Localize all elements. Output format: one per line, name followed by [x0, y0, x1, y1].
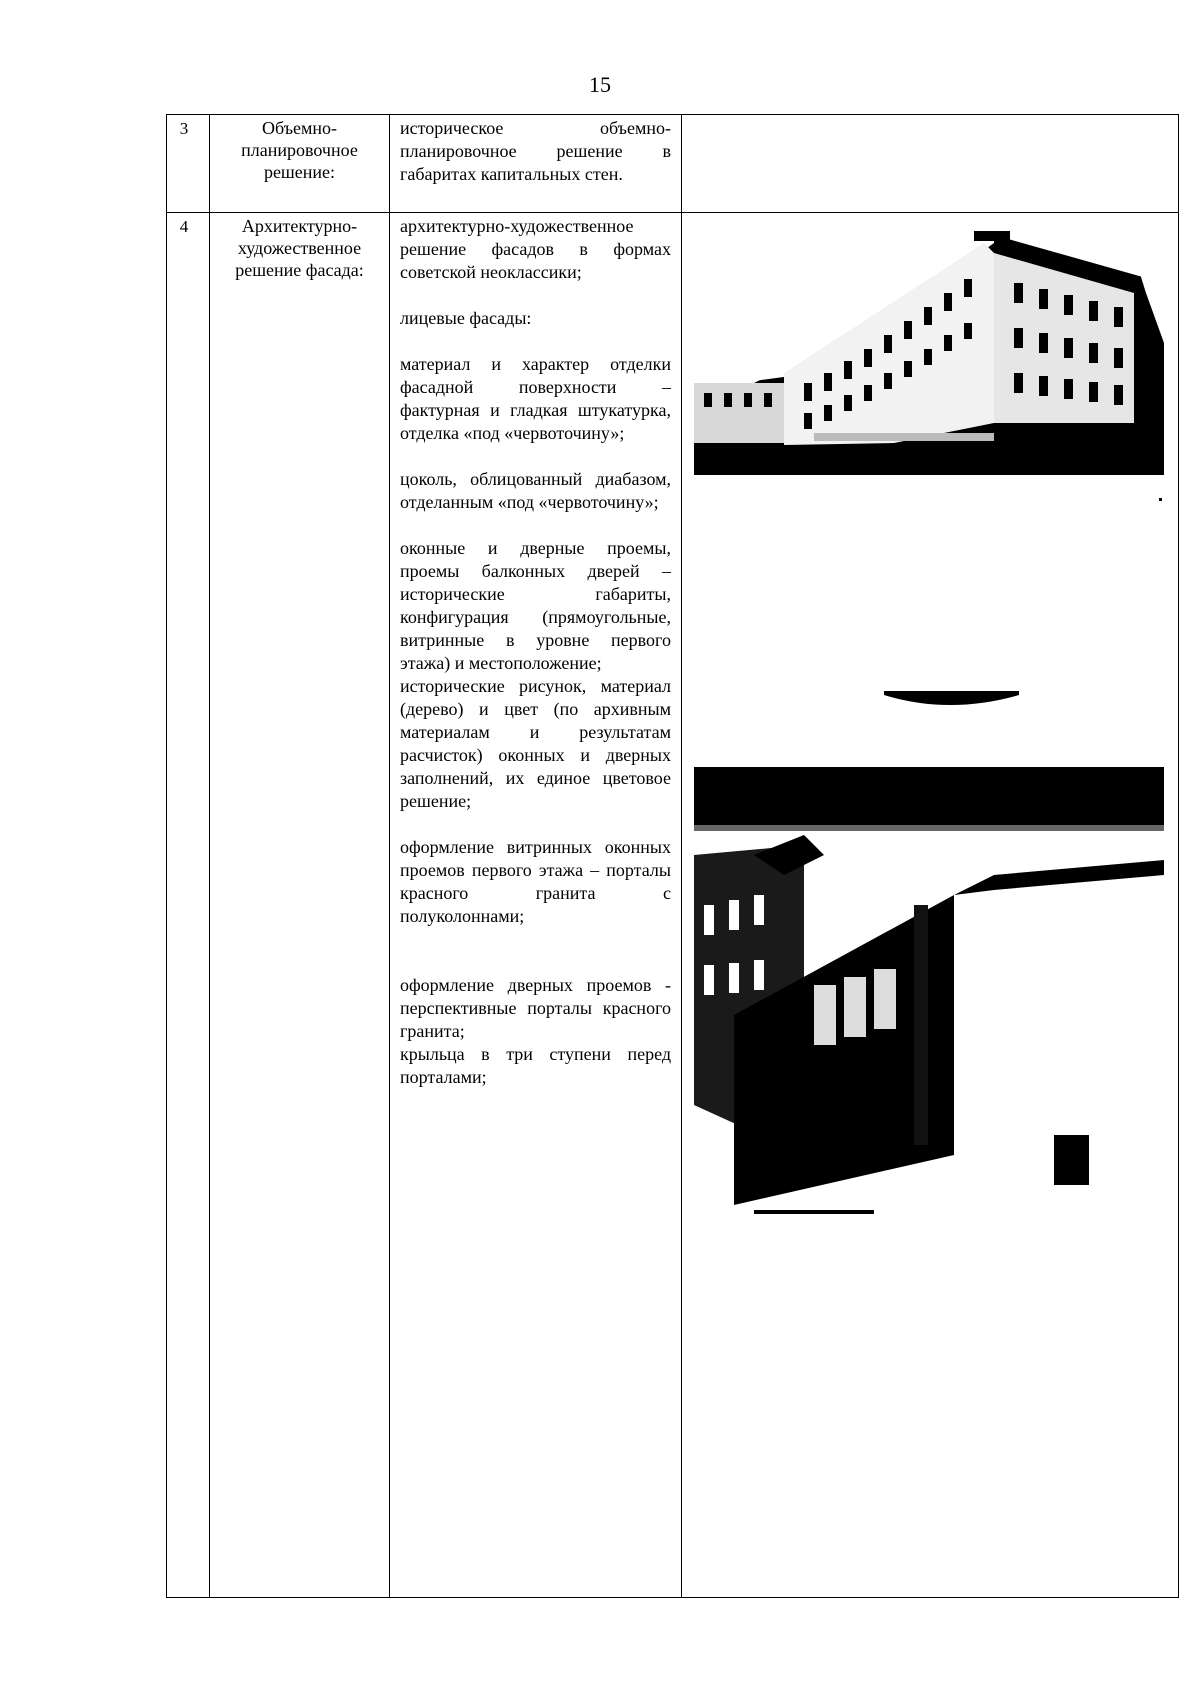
- row-image-cell: [682, 213, 1179, 1598]
- row-description: [390, 213, 681, 1089]
- description-paragraph: оформление витринных оконных проемов первого этажа – порталы красного гранита с полуколоннами;: [400, 837, 671, 926]
- row-label: Архитектурно-художественное решение фасада:: [235, 216, 364, 280]
- description-paragraph: крыльца в три ступени перед порталами;: [400, 1044, 671, 1087]
- description-paragraph: лицевые фасады:: [400, 308, 532, 328]
- row-label-cell: [210, 115, 390, 213]
- description-paragraph: исторические рисунок, материал (дерево) и цвет (по архивным материалам и результатам расчисток) оконных и дверных заполнений, их единое цветовое решение;: [400, 676, 671, 811]
- table-row: [167, 115, 1179, 213]
- description-paragraph: архитектурно-художественное решение фасадов в формах советской неоклассики;: [400, 216, 671, 282]
- row-number: 3: [179, 119, 189, 138]
- row-label: Объемно-планировочное решение:: [241, 118, 358, 182]
- building-facade-photo: [694, 223, 1164, 475]
- description-paragraph: материал и характер отделки фасадной поверхности – фактурная и гладкая штукатурка, отделка «под «червоточину»;: [400, 354, 671, 443]
- description-paragraph: оформление дверных проемов - перспективные порталы красного гранита;: [400, 975, 671, 1041]
- description-paragraph: оконные и дверные проемы, проемы балконных дверей – исторические габариты, конфигурация (прямоугольные, витринные в уровне первого этажа) и местоположение;: [400, 538, 671, 673]
- row-description-cell: [390, 115, 682, 213]
- row-number-cell: [167, 213, 210, 1598]
- row-description: [390, 115, 681, 186]
- row-description-cell: [390, 213, 682, 1598]
- description-paragraph: историческое объемно-планировочное решение в габаритах капитальных стен.: [400, 118, 671, 184]
- page-number: 15: [589, 72, 611, 97]
- row-number: 4: [179, 217, 189, 236]
- description-paragraph: цоколь, облицованный диабазом, отделанным «под «червоточину»;: [400, 469, 671, 512]
- row-number-cell: [167, 115, 210, 213]
- row-label-cell: [210, 213, 390, 1598]
- objects-table: [166, 114, 1179, 1598]
- table-row: [167, 213, 1179, 1598]
- portal-photo: [694, 685, 1164, 1245]
- row-image-cell: [682, 115, 1179, 213]
